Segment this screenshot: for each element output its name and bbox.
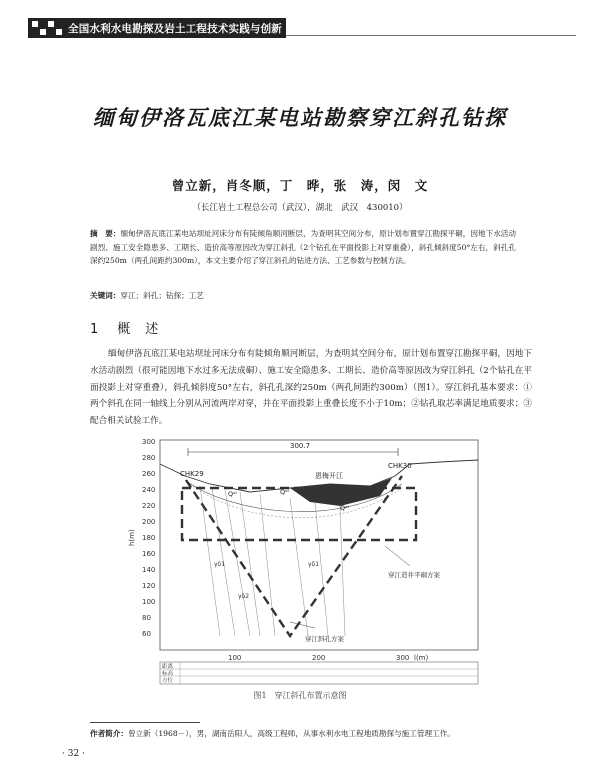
- table-row-label: 方位: [162, 678, 174, 684]
- header-rule: [286, 35, 576, 36]
- author-footnote: [90, 728, 455, 739]
- river-water: [290, 478, 392, 506]
- x-tick: 300: [396, 654, 410, 662]
- section-heading: [90, 318, 177, 337]
- figure-caption: 图1 穿江斜孔布置示意图: [253, 691, 347, 700]
- y-tick: 60: [142, 630, 151, 638]
- author-affiliation: （长江岩土工程总公司（武汉），湖北 武汉 430010）: [192, 203, 408, 213]
- abstract: [90, 227, 516, 268]
- y-tick: 80: [142, 614, 151, 622]
- keywords: [90, 290, 516, 301]
- y-tick: 260: [142, 470, 156, 478]
- y-tick: 300: [142, 438, 156, 446]
- abstract-label: 摘 要：: [90, 229, 121, 238]
- section-title: 概 述: [117, 322, 160, 337]
- table-row-label: 标高: [162, 671, 174, 677]
- y-tick: 220: [142, 502, 156, 510]
- q-label: Qᵃˡ: [228, 490, 237, 498]
- x-tick: 200: [312, 654, 326, 662]
- y-tick: 140: [142, 566, 156, 574]
- river-label: 恩梅开江: [315, 472, 343, 480]
- journal-header-bar: [28, 18, 286, 38]
- right-hole-label: CHK30: [388, 462, 412, 470]
- keywords-label: 关键词：: [90, 291, 121, 300]
- footnote-text: 曾立新（1968－），男，湖南岳阳人，高级工程师，从事水利水电工程地质勘探与施工管理工作。: [127, 729, 455, 738]
- y-tick: 120: [142, 582, 156, 590]
- y-tick: 100: [142, 598, 156, 606]
- rock-label: γδ2: [238, 593, 250, 600]
- inclined-holes: [186, 476, 402, 636]
- x-axis-label: l(m): [414, 654, 429, 662]
- y-axis-label: h(m): [128, 529, 136, 546]
- y-tick: 240: [142, 486, 156, 494]
- rock-label: γδ1: [214, 561, 226, 568]
- footnote-rule: [90, 722, 200, 723]
- q-label: Qᵃˡ: [280, 488, 289, 496]
- body-paragraph: 缅甸伊洛瓦底江某电站坝址河床分布有陡倾角顺河断层，为查明其空间分布，原计划布置穿江勘探平硐，因地下水活动剧烈（很可能因地下水过多无法成硐）、施工安全隐患多、工期长、造价高等原因改为穿江斜孔（2个钻孔在平面投影上对穿重叠），斜孔倾斜度50°左右，斜孔孔深约250m（两孔间距约300m）（图1）。穿江斜孔基本要求：①两个斜孔在同一轴线上分别从河流两岸对穿，并在平面投影上重叠长度不小于10m；②钻孔取芯率满足地质要求；③配合相关试验工作。: [90, 349, 532, 427]
- keywords-text: 穿江；斜孔；钻探；工艺: [120, 291, 204, 300]
- journal-header-title: 全国水利水电勘探及岩土工程技术实践与创新: [68, 23, 282, 35]
- left-hole-label: CHK29: [180, 470, 204, 478]
- section-number: 1: [90, 322, 100, 337]
- figure-table: [160, 662, 478, 684]
- abstract-text: 缅甸伊洛瓦底江某电站坝址河床分布有陡倾角顺河断层，为查明其空间分布，原计划布置穿江勘探平硐，因地下水活动剧烈、施工安全隐患多、工期长、造价高等原因改为穿江斜孔（2个钻孔在平面投影上对穿重叠），斜孔倾斜度50°左右，斜孔孔深约250m（两孔间距约300m），本文主要介绍了穿江斜孔的钻进方法、工艺参数与控制方法。: [90, 229, 517, 266]
- paper-title: 缅甸伊洛瓦底江某电站勘察穿江斜孔钻探: [93, 105, 507, 130]
- page-number: · 32 ·: [62, 749, 85, 759]
- paper-authors: 曾立新，肖冬顺，丁 晔，张 涛，闵 文: [171, 178, 429, 193]
- y-tick: 280: [142, 454, 156, 462]
- footnote-label: 作者简介：: [90, 729, 128, 738]
- y-tick: 180: [142, 534, 156, 542]
- distance-label: 300.7: [290, 442, 311, 450]
- y-tick: 200: [142, 518, 156, 526]
- cross-section-figure: [128, 436, 485, 686]
- y-axis: [142, 438, 155, 638]
- inclined-label: 穿江斜孔方案: [305, 635, 344, 643]
- rock-label: γδ1: [308, 561, 320, 568]
- table-row-label: 距离: [162, 664, 174, 670]
- y-tick: 160: [142, 550, 156, 558]
- plan-adit-label: 穿江造井平硐方案: [388, 571, 440, 579]
- x-tick: 100: [228, 654, 242, 662]
- q-label: Qᵃˡ: [340, 504, 349, 512]
